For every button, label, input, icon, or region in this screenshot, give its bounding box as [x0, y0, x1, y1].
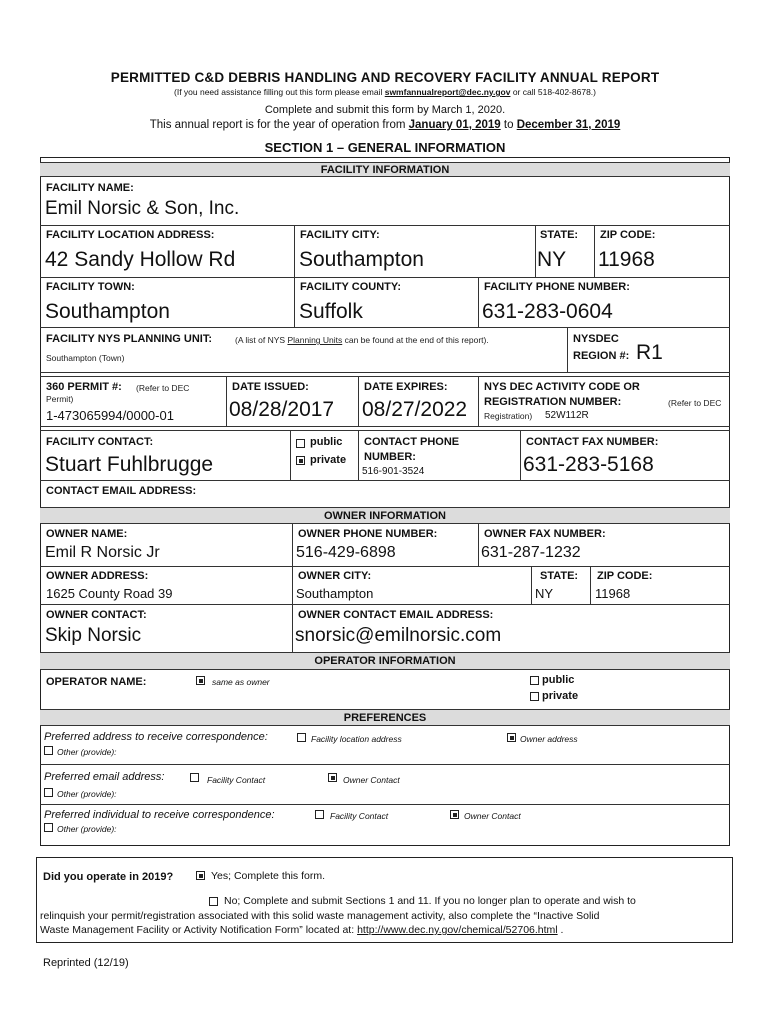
pref-individual-other-checkbox[interactable]: [44, 823, 53, 832]
contact-private-checkbox[interactable]: [296, 456, 305, 465]
facility-phone-value[interactable]: 631-283-0604: [482, 300, 613, 323]
deadline-note: Complete and submit this form by March 1, 2020.: [264, 104, 506, 116]
region-label-2: REGION #:: [573, 350, 630, 362]
owner-address-label: OWNER ADDRESS:: [46, 570, 149, 582]
facility-contact-label: FACILITY CONTACT:: [46, 436, 154, 448]
facility-zip-label: ZIP CODE:: [600, 229, 656, 241]
owner-state-value[interactable]: NY: [535, 586, 554, 601]
owner-phone-label: OWNER PHONE NUMBER:: [298, 528, 438, 540]
operate-no-line-1: No; Complete and submit Sections 1 and 11. If you no longer plan to operate and wish to: [224, 895, 636, 907]
year-prefix: This annual report is for the year of operation from: [149, 119, 409, 131]
operate-no-checkbox[interactable]: [209, 897, 218, 906]
pref-email-question: Preferred email address:: [44, 771, 165, 783]
facility-band: FACILITY INFORMATION: [40, 162, 730, 177]
owner-state-label: STATE:: [540, 570, 579, 582]
facility-contact-value[interactable]: Stuart Fuhlbrugge: [45, 453, 214, 476]
facility-phone-label: FACILITY PHONE NUMBER:: [484, 281, 630, 293]
pref-email-owner-checkbox[interactable]: [328, 773, 337, 782]
permit-note-2: Permit): [46, 394, 74, 404]
operator-public-label: public: [542, 674, 575, 686]
owner-zip-value[interactable]: 11968: [595, 586, 631, 601]
facility-address-value[interactable]: 42 Sandy Hollow Rd: [45, 248, 236, 271]
facility-town-label: FACILITY TOWN:: [46, 281, 135, 293]
contact-fax-value[interactable]: 631-283-5168: [523, 453, 654, 476]
pref-email-facility-checkbox[interactable]: [190, 773, 199, 782]
operate-no-line-2: relinquish your permit/registration associated with this solid waste management activity, also complete the “Inactive Solid: [40, 910, 600, 922]
owner-contact-value[interactable]: Skip Norsic: [45, 625, 142, 646]
owner-email-label: OWNER CONTACT EMAIL ADDRESS:: [298, 609, 494, 621]
contact-private-label: private: [310, 454, 347, 466]
operator-name-label: OPERATOR NAME:: [46, 676, 147, 688]
facility-county-label: FACILITY COUNTY:: [300, 281, 402, 293]
activity-note-2: Registration): [484, 411, 533, 421]
facility-county-value[interactable]: Suffolk: [299, 300, 363, 323]
pref-address-question: Preferred address to receive correspondence:: [44, 731, 268, 743]
pref-address-other-label: Other (provide):: [57, 747, 117, 757]
contact-public-label: public: [310, 436, 343, 448]
date-issued-value[interactable]: 08/28/2017: [229, 398, 335, 421]
pref-email-owner-label: Owner Contact: [343, 775, 400, 785]
contact-phone-value[interactable]: 516-901-3524: [362, 466, 425, 477]
year-note: [0, 119, 770, 131]
owner-name-label: OWNER NAME:: [46, 528, 128, 540]
contact-phone-label-1: CONTACT PHONE: [364, 436, 460, 448]
same-as-owner-label: same as owner: [212, 677, 270, 687]
owner-contact-label: OWNER CONTACT:: [46, 609, 147, 621]
activity-note: (Refer to DEC: [668, 398, 722, 408]
owner-band: OWNER INFORMATION: [40, 507, 730, 524]
activity-value[interactable]: 52W112R: [545, 410, 589, 421]
planning-units-link[interactable]: Planning Units: [287, 335, 343, 345]
facility-address-label: FACILITY LOCATION ADDRESS:: [46, 229, 215, 241]
facility-name-label: FACILITY NAME:: [46, 182, 134, 194]
owner-city-value[interactable]: Southampton: [296, 586, 374, 601]
operator-private-label: private: [542, 690, 579, 702]
owner-zip-label: ZIP CODE:: [597, 570, 653, 582]
pref-address-owner-label: Owner address: [520, 734, 578, 744]
owner-address-value[interactable]: 1625 County Road 39: [46, 586, 173, 601]
operator-band: OPERATOR INFORMATION: [40, 652, 730, 670]
pref-address-facility-checkbox[interactable]: [297, 733, 306, 742]
pref-individual-facility-label: Facility Contact: [330, 811, 389, 821]
planning-unit-value[interactable]: Southampton (Town): [46, 353, 125, 363]
planning-note-prefix: (A list of NYS: [235, 335, 288, 345]
contact-fax-label: CONTACT FAX NUMBER:: [526, 436, 659, 448]
facility-zip-value[interactable]: 11968: [598, 248, 655, 271]
planning-unit-label: FACILITY NYS PLANNING UNIT:: [46, 333, 213, 345]
operate-no-line-3-prefix: Waste Management Facility or Activity Notification Form” located at:: [40, 924, 358, 936]
pref-address-owner-checkbox[interactable]: [507, 733, 516, 742]
operate-no-line-3-suffix: .: [557, 924, 564, 936]
pref-individual-question: Preferred individual to receive correspondence:: [44, 809, 275, 821]
pref-email-other-checkbox[interactable]: [44, 788, 53, 797]
activity-label-1: NYS DEC ACTIVITY CODE OR: [484, 381, 640, 393]
planning-note-suffix: can be found at the end of this report).: [342, 335, 489, 345]
pref-individual-owner-label: Owner Contact: [464, 811, 521, 821]
facility-state-value[interactable]: NY: [537, 248, 567, 271]
reprinted-note: Reprinted (12/19): [43, 957, 129, 969]
assist-prefix: (If you need assistance filling out this form please email: [174, 87, 385, 97]
permit-value[interactable]: 1-473065994/0000-01: [46, 408, 174, 423]
contact-email-label: CONTACT EMAIL ADDRESS:: [46, 485, 197, 497]
activity-label-2: REGISTRATION NUMBER:: [484, 396, 622, 408]
pref-email-facility-label: Facility Contact: [207, 775, 266, 785]
year-to: December 31, 2019: [516, 119, 621, 131]
pref-individual-owner-checkbox[interactable]: [450, 810, 459, 819]
contact-phone-label-2: NUMBER:: [364, 451, 416, 463]
operate-no-line-3: [40, 924, 563, 936]
date-expires-label: DATE EXPIRES:: [364, 381, 448, 393]
assist-email-link[interactable]: swmfannualreport@dec.ny.gov: [384, 87, 511, 97]
pref-address-facility-label: Facility location address: [311, 734, 402, 744]
pref-individual-other-label: Other (provide):: [57, 824, 117, 834]
operator-private-checkbox[interactable]: [530, 692, 539, 701]
operator-public-checkbox[interactable]: [530, 676, 539, 685]
pref-email-other-label: Other (provide):: [57, 789, 117, 799]
facility-state-label: STATE:: [540, 229, 579, 241]
permit-note: (Refer to DEC: [136, 383, 190, 393]
same-as-owner-checkbox[interactable]: [196, 676, 205, 685]
inactive-form-link[interactable]: http://www.dec.ny.gov/chemical/52706.html: [357, 924, 558, 936]
owner-fax-value[interactable]: 631-287-1232: [481, 544, 581, 561]
operate-question: Did you operate in 2019?: [43, 871, 174, 883]
owner-fax-label: OWNER FAX NUMBER:: [484, 528, 606, 540]
owner-city-label: OWNER CITY:: [298, 570, 372, 582]
date-expires-value[interactable]: 08/27/2022: [362, 398, 468, 421]
permit-label: 360 PERMIT #:: [46, 381, 122, 393]
region-label-1: NYSDEC: [573, 333, 619, 345]
owner-name-value[interactable]: Emil R Norsic Jr: [45, 544, 160, 561]
assistance-note: [0, 87, 770, 97]
region-value[interactable]: R1: [636, 341, 663, 364]
owner-email-value[interactable]: snorsic@emilnorsic.com: [295, 625, 502, 646]
year-to-word: to: [500, 119, 517, 131]
pref-address-other-checkbox[interactable]: [44, 746, 53, 755]
facility-name-value[interactable]: Emil Norsic & Son, Inc.: [45, 198, 240, 219]
date-issued-label: DATE ISSUED:: [232, 381, 309, 393]
facility-town-value[interactable]: Southampton: [45, 300, 170, 323]
facility-city-value[interactable]: Southampton: [299, 248, 424, 271]
report-title: PERMITTED C&D DEBRIS HANDLING AND RECOVERY FACILITY ANNUAL REPORT: [110, 70, 660, 85]
preferences-band: PREFERENCES: [40, 709, 730, 726]
operate-yes-label: Yes; Complete this form.: [211, 870, 325, 882]
contact-public-checkbox[interactable]: [296, 439, 305, 448]
owner-phone-value[interactable]: 516-429-6898: [296, 544, 396, 561]
assist-suffix: or call 518-402-8678.): [510, 87, 596, 97]
section-title: SECTION 1 – GENERAL INFORMATION: [264, 140, 506, 155]
operate-yes-checkbox[interactable]: [196, 871, 205, 880]
year-from: January 01, 2019: [408, 119, 501, 131]
facility-city-label: FACILITY CITY:: [300, 229, 380, 241]
planning-unit-note: [235, 335, 489, 345]
pref-individual-facility-checkbox[interactable]: [315, 810, 324, 819]
